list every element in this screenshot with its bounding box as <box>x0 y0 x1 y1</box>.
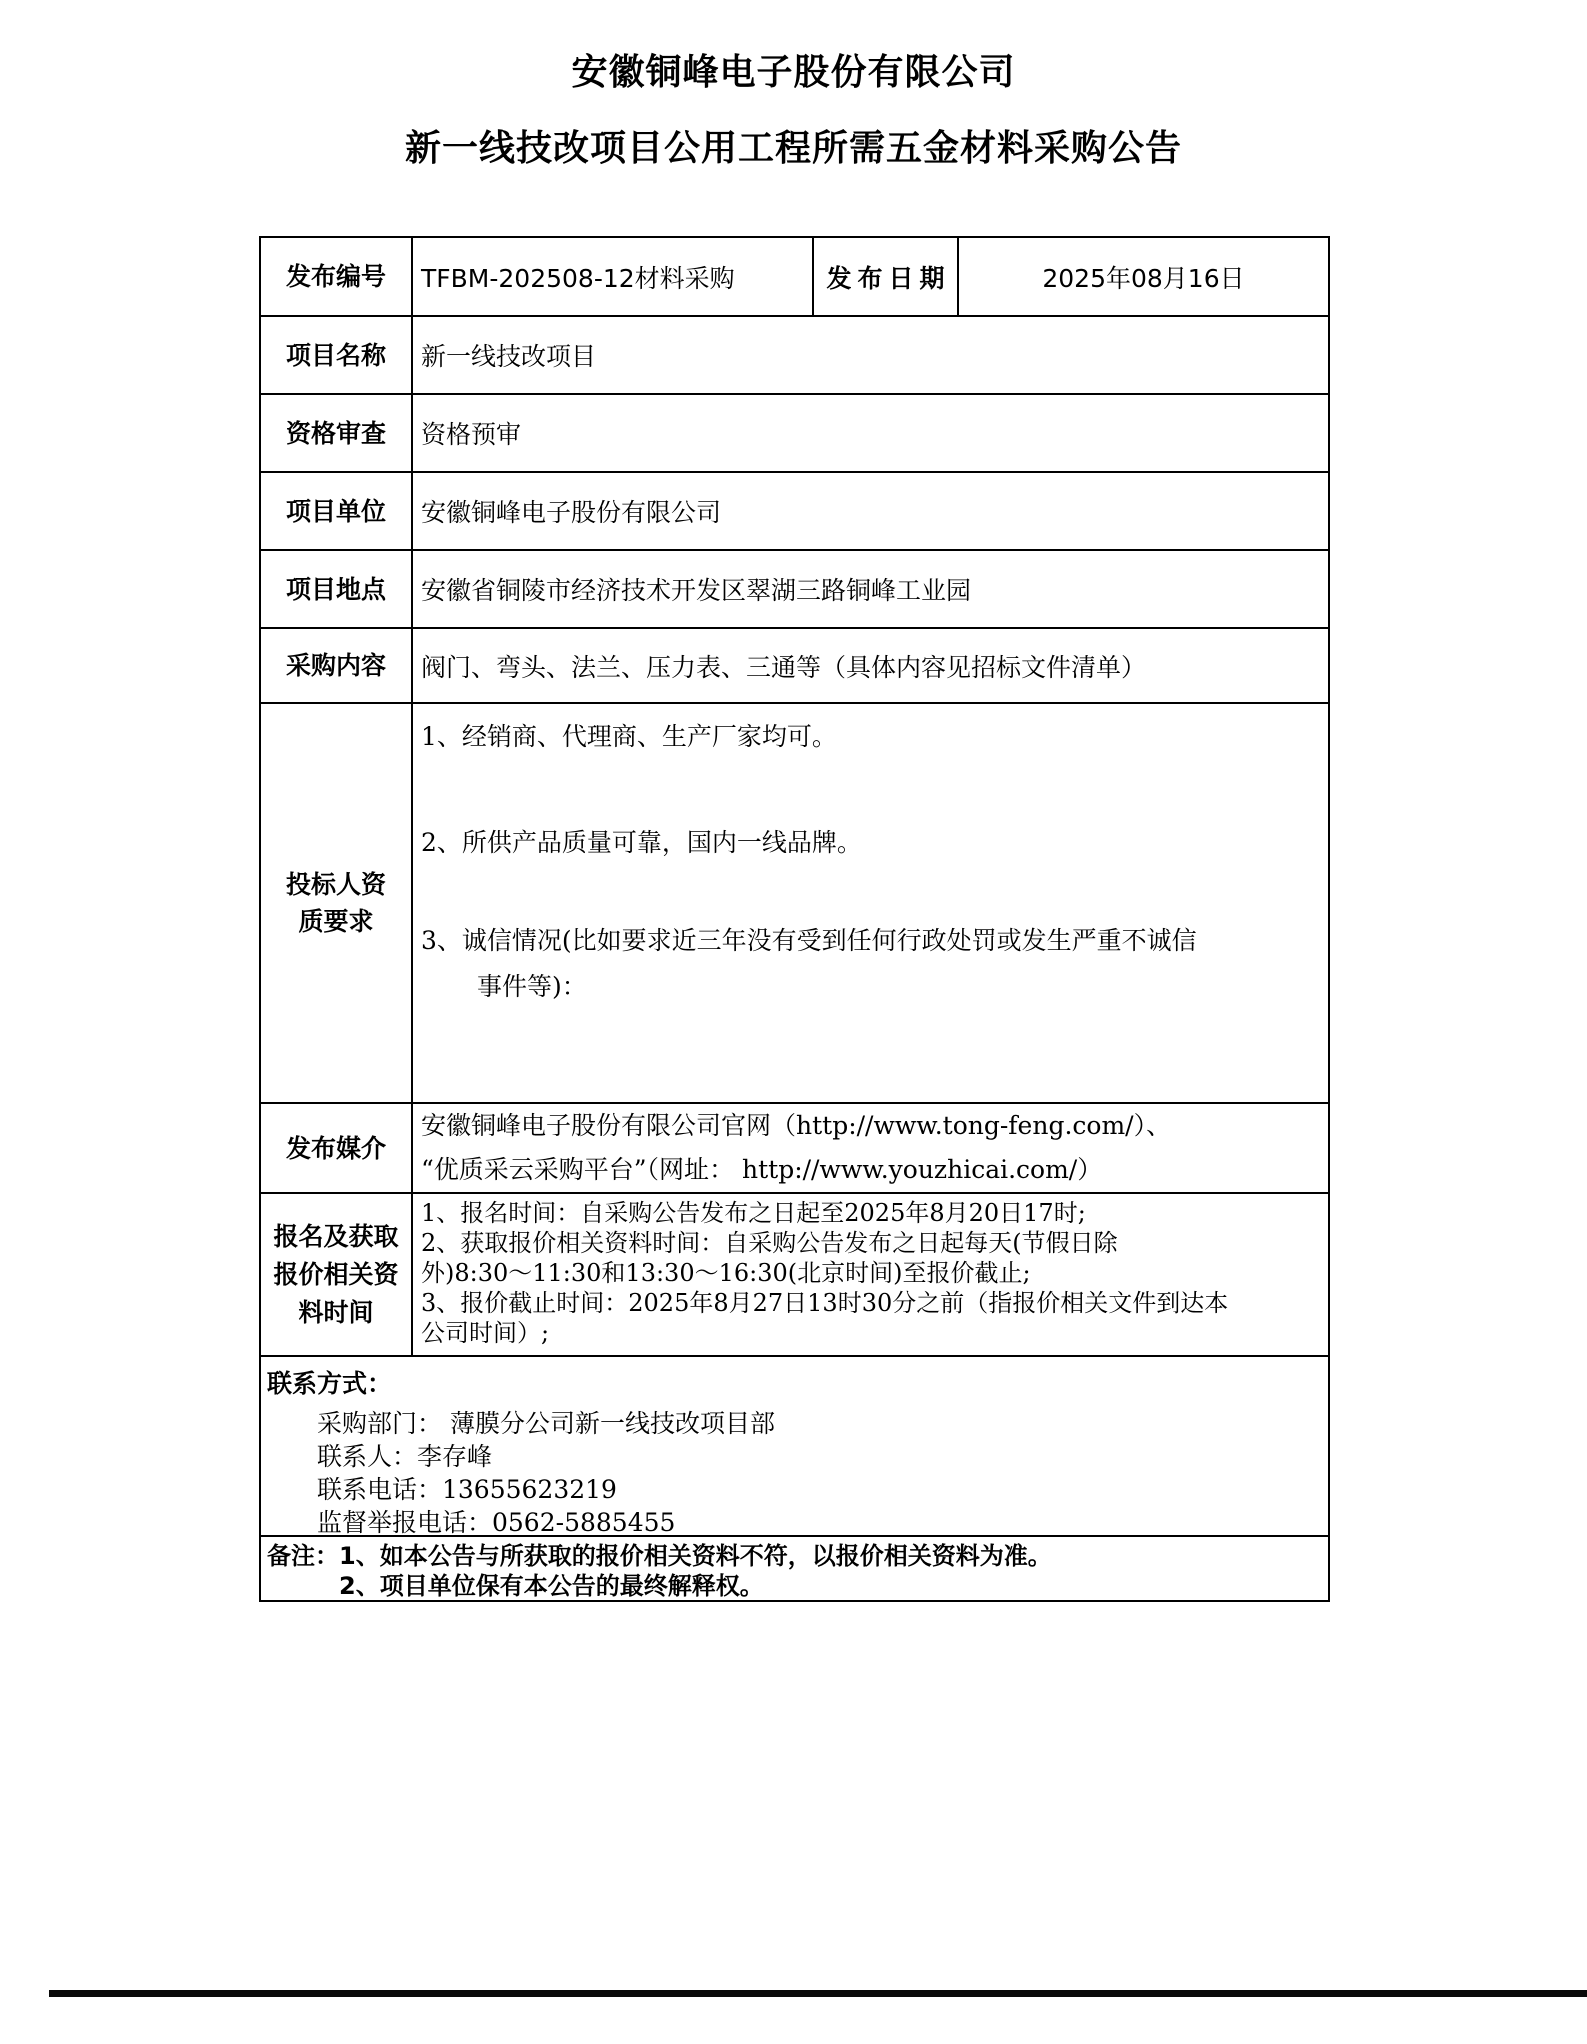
project-unit-label: 项目单位 <box>285 496 386 526</box>
procurement-content-label: 采购内容 <box>285 651 386 680</box>
bidder-qualification-label-line2: 质要求 <box>298 907 374 936</box>
publish-media-line2: “优质采云采购平台”（网址： http://www.youzhicai.com/） <box>421 1155 1103 1184</box>
project-location-label: 项目地点 <box>285 574 386 604</box>
remarks <box>261 1537 1328 1600</box>
table-row-bidder-qualification <box>261 702 1328 1102</box>
publish-date-label: 发布日期 <box>812 238 957 315</box>
publish-media-line1: 安徽铜峰电子股份有限公司官网（http://www.tong-feng.com/）、 <box>421 1111 1172 1140</box>
schedule-line1: 1、报名时间：自采购公告发布之日起至2025年8月20日17时; <box>421 1199 1086 1227</box>
schedule-line4: 3、报价截止时间：2025年8月27日13时30分之前（指报价相关文件到达本 <box>421 1289 1229 1317</box>
registration-schedule-value <box>411 1194 1328 1355</box>
project-unit-value: 安徽铜峰电子股份有限公司 <box>411 473 1328 549</box>
table-row-registration-schedule <box>261 1192 1328 1355</box>
qualification-review-label: 资格审查 <box>285 418 386 448</box>
schedule-line5: 公司时间）; <box>421 1319 550 1347</box>
publish-date-value: 2025年08月16日 <box>957 238 1328 315</box>
contact-report-phone: 监督举报电话：0562-5885455 <box>317 1508 676 1537</box>
publish-media-label: 发布媒介 <box>285 1133 386 1163</box>
table-row-project-name <box>261 315 1328 393</box>
project-location-value: 安徽省铜陵市经济技术开发区翠湖三路铜峰工业园 <box>411 551 1328 627</box>
contact-info <box>261 1357 1328 1535</box>
bidder-qualification-label <box>261 704 411 1102</box>
table-row-project-location <box>261 549 1328 627</box>
qualification-item-2: 2、所供产品质量可靠，国内一线品牌。 <box>421 828 862 857</box>
table-row-publish-number <box>261 238 1328 315</box>
qualification-review-value: 资格预审 <box>411 395 1328 471</box>
table-row-qualification-review <box>261 393 1328 471</box>
schedule-line2: 2、获取报价相关资料时间：自采购公告发布之日起每天(节假日除 <box>421 1229 1118 1257</box>
bidder-qualification-value <box>411 704 1328 1102</box>
publish-number-label: 发布编号 <box>285 262 386 291</box>
project-name-label: 项目名称 <box>285 340 386 370</box>
table-row-contact <box>261 1355 1328 1535</box>
contact-person: 联系人：李存峰 <box>317 1442 493 1471</box>
schedule-line3: 外)8:30～11:30和13:30～16:30(北京时间)至报价截止; <box>421 1259 1031 1287</box>
announcement-title: 新一线技改项目公用工程所需五金材料采购公告 <box>404 128 1182 169</box>
table-row-project-unit <box>261 471 1328 549</box>
remarks-line1: 备注：1、如本公告与所获取的报价相关资料不符，以报价相关资料为准。 <box>267 1542 1052 1570</box>
registration-schedule-label-line3: 料时间 <box>298 1297 374 1327</box>
publish-media-value <box>411 1104 1328 1192</box>
page-bottom-divider <box>49 1990 1587 1997</box>
contact-department: 采购部门： 薄膜分公司新一线技改项目部 <box>317 1409 775 1438</box>
registration-schedule-label-line2: 报价相关资 <box>273 1259 399 1289</box>
announcement-table <box>259 236 1330 1602</box>
registration-schedule-label <box>261 1194 411 1355</box>
procurement-content-value: 阀门、弯头、法兰、压力表、三通等（具体内容见招标文件清单） <box>411 629 1328 702</box>
contact-header: 联系方式： <box>267 1369 393 1398</box>
qualification-item-3-line1: 3、诚信情况(比如要求近三年没有受到任何行政处罚或发生严重不诚信 <box>421 926 1197 955</box>
publish-number-value: TFBM-202508-12材料采购 <box>411 238 812 315</box>
company-title: 安徽铜峰电子股份有限公司 <box>571 52 1016 93</box>
remarks-line2: 2、项目单位保有本公告的最终解释权。 <box>339 1572 764 1600</box>
table-row-publish-media <box>261 1102 1328 1192</box>
qualification-item-3-line2: 事件等)： <box>477 972 587 1001</box>
qualification-item-1: 1、经销商、代理商、生产厂家均可。 <box>421 722 837 751</box>
registration-schedule-label-line1: 报名及获取 <box>273 1221 399 1251</box>
table-row-procurement-content <box>261 627 1328 702</box>
project-name-value: 新一线技改项目 <box>411 317 1328 393</box>
bidder-qualification-label-line1: 投标人资 <box>285 870 386 899</box>
table-row-remarks <box>261 1535 1328 1600</box>
contact-phone: 联系电话：13655623219 <box>317 1475 617 1504</box>
